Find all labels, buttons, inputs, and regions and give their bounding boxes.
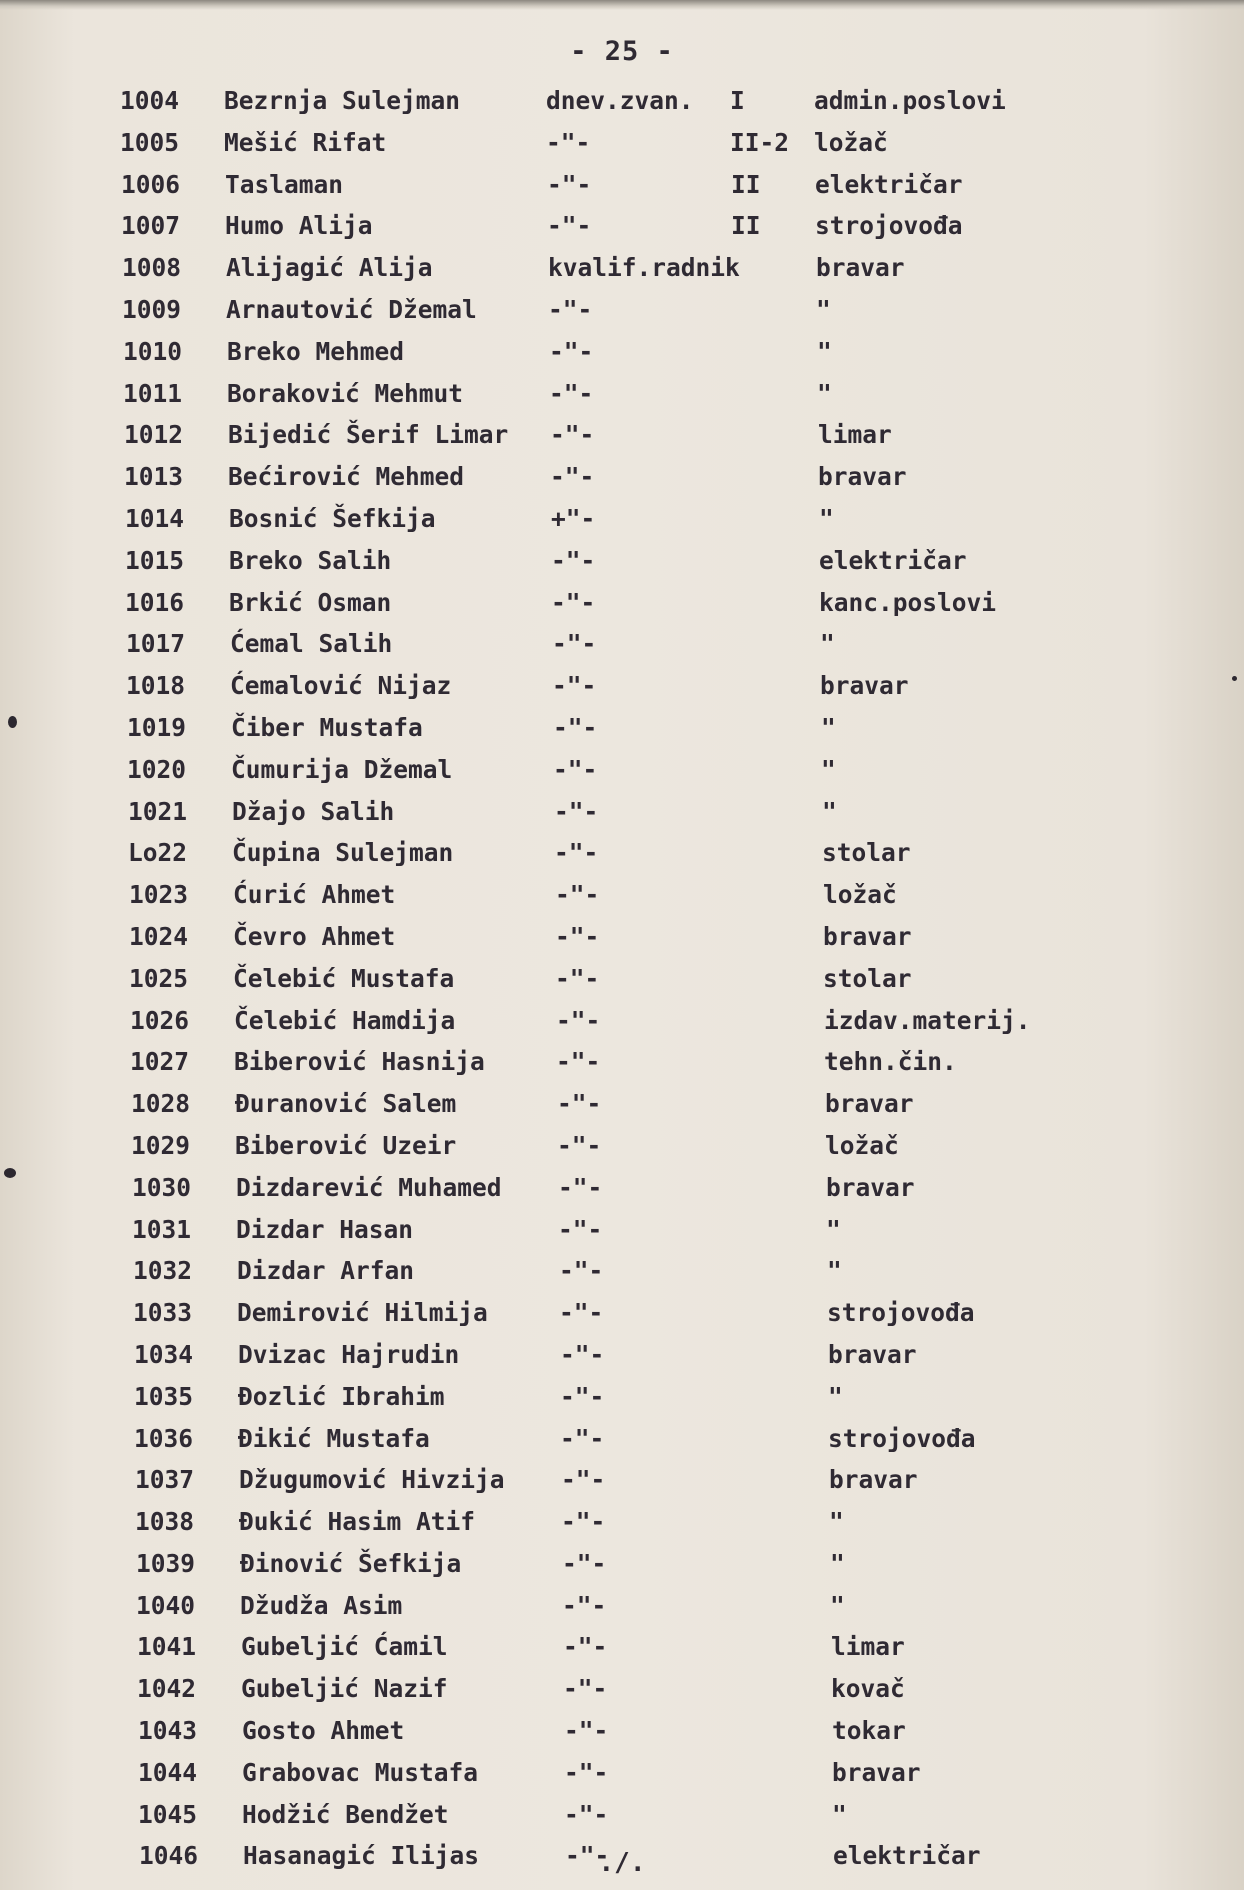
- entry-number: 1025: [129, 963, 189, 993]
- table-row: [0, 797, 1244, 839]
- table-row: [0, 420, 1244, 462]
- employee-name: Hasanagić Ilijas: [243, 1841, 480, 1871]
- job-title: ": [832, 1799, 847, 1829]
- qualification: -"-: [564, 1757, 609, 1787]
- qualification: -"-: [549, 336, 594, 366]
- table-row: [0, 1382, 1244, 1424]
- job-title: limar: [831, 1632, 905, 1662]
- table-row: [0, 671, 1244, 713]
- job-title: bravar: [825, 1089, 914, 1119]
- job-title: ": [817, 336, 832, 366]
- table-row: [0, 1507, 1244, 1549]
- job-title: ": [830, 1548, 845, 1578]
- entry-number: 1005: [120, 127, 180, 157]
- employee-name: Čupina Sulejman: [232, 838, 454, 868]
- entry-number: 1017: [126, 629, 186, 659]
- job-title: ložač: [814, 127, 888, 157]
- entry-number: 1027: [130, 1047, 190, 1077]
- job-title: ": [827, 1256, 842, 1286]
- job-title: stolar: [823, 963, 912, 993]
- table-row: [0, 1465, 1244, 1507]
- employee-name: Gubeljić Ćamil: [241, 1632, 448, 1662]
- employee-name: Bećirović Mehmed: [228, 462, 465, 492]
- grade: II: [731, 169, 761, 199]
- entry-number: 1042: [137, 1674, 197, 1704]
- entry-number: 1037: [135, 1465, 195, 1495]
- qualification: +"-: [551, 503, 596, 533]
- table-row: [0, 1800, 1244, 1842]
- job-title: kovač: [831, 1674, 905, 1704]
- qualification: -"-: [559, 1256, 604, 1286]
- table-row: [0, 128, 1244, 170]
- continuation-mark: ./.: [598, 1848, 646, 1878]
- table-row: [0, 1298, 1244, 1340]
- employee-name: Biberović Uzeir: [235, 1130, 457, 1160]
- entry-number: Lo22: [128, 838, 188, 868]
- job-title: ložač: [823, 880, 897, 910]
- employee-name: Đinović Šefkija: [240, 1548, 462, 1578]
- employee-name: Čelebić Hamdija: [234, 1005, 456, 1035]
- qualification: -"-: [564, 1799, 609, 1829]
- job-title: ": [826, 1214, 841, 1244]
- table-row: [0, 1215, 1244, 1257]
- table-row: [0, 253, 1244, 295]
- job-title: stolar: [822, 838, 911, 868]
- grade: II-2: [730, 127, 790, 157]
- job-title: ": [817, 378, 832, 408]
- qualification: -"-: [564, 1716, 609, 1746]
- employee-name: Gubeljić Nazif: [241, 1674, 448, 1704]
- employee-name: Džugumović Hivzija: [239, 1465, 505, 1495]
- table-row: [0, 1006, 1244, 1048]
- qualification: -"-: [561, 1507, 606, 1537]
- entry-number: 1010: [123, 336, 183, 366]
- entry-number: 1035: [134, 1381, 194, 1411]
- entry-number: 1033: [133, 1298, 193, 1328]
- table-row: [0, 170, 1244, 212]
- qualification: -"-: [548, 294, 593, 324]
- qualification: -"-: [556, 1005, 601, 1035]
- job-title: bravar: [832, 1757, 921, 1787]
- qualification: -"-: [550, 462, 595, 492]
- employee-name: Arnautović Džemal: [226, 294, 477, 324]
- employee-name: Džajo Salih: [232, 796, 395, 826]
- table-row: [0, 1591, 1244, 1633]
- qualification: kvalif.radnik: [548, 253, 740, 283]
- entry-number: 1013: [124, 462, 184, 492]
- employee-name: Brkić Osman: [229, 587, 392, 617]
- qualification: -"-: [562, 1548, 607, 1578]
- employee-name: Đuranović Salem: [235, 1089, 457, 1119]
- table-row: [0, 1632, 1244, 1674]
- grade: II: [731, 211, 761, 241]
- qualification: -"-: [552, 671, 597, 701]
- table-row: [0, 1256, 1244, 1298]
- margin-speck: [8, 716, 17, 728]
- qualification: -"-: [559, 1298, 604, 1328]
- employee-list: [0, 86, 1244, 1883]
- table-row: [0, 922, 1244, 964]
- table-row: [0, 1674, 1244, 1716]
- table-row: [0, 211, 1244, 253]
- entry-number: 1031: [132, 1214, 192, 1244]
- qualification: dnev.zvan.: [546, 86, 694, 115]
- grade: I: [730, 86, 745, 115]
- entry-number: 1038: [135, 1507, 195, 1537]
- employee-name: Dizdar Hasan: [236, 1214, 414, 1244]
- table-row: [0, 838, 1244, 880]
- table-row: [0, 880, 1244, 922]
- employee-name: Alijagić Alija: [226, 253, 433, 283]
- entry-number: 1014: [125, 503, 185, 533]
- table-row: [0, 1758, 1244, 1800]
- qualification: -"-: [560, 1381, 605, 1411]
- job-title: električar: [815, 169, 963, 199]
- table-row: [0, 588, 1244, 630]
- entry-number: 1046: [139, 1841, 199, 1871]
- table-row: [0, 964, 1244, 1006]
- employee-name: Dizdarević Muhamed: [236, 1172, 502, 1202]
- entry-number: 1026: [130, 1005, 190, 1035]
- job-title: bravar: [826, 1172, 915, 1202]
- job-title: ": [822, 796, 837, 826]
- job-title: tehn.čin.: [824, 1047, 957, 1077]
- entry-number: 1041: [137, 1632, 197, 1662]
- entry-number: 1023: [129, 880, 189, 910]
- qualification: -"-: [547, 211, 592, 241]
- table-row: [0, 1549, 1244, 1591]
- qualification: -"-: [560, 1339, 605, 1369]
- employee-name: Čiber Mustafa: [231, 712, 423, 742]
- qualification: -"-: [553, 712, 598, 742]
- qualification: -"-: [563, 1632, 608, 1662]
- qualification: -"-: [553, 754, 598, 784]
- table-row: [0, 337, 1244, 379]
- entry-number: 1044: [138, 1757, 198, 1787]
- qualification: -"-: [560, 1423, 605, 1453]
- table-row: [0, 504, 1244, 546]
- qualification: -"-: [556, 1047, 601, 1077]
- entry-number: 1020: [127, 754, 187, 784]
- employee-name: Ćemalović Nijaz: [230, 671, 452, 701]
- job-title: ": [829, 1507, 844, 1537]
- qualification: -"-: [563, 1674, 608, 1704]
- qualification: -"-: [561, 1465, 606, 1495]
- employee-name: Đikić Mustafa: [238, 1423, 430, 1453]
- job-title: bravar: [823, 921, 912, 951]
- table-row: [0, 1340, 1244, 1382]
- employee-name: Demirović Hilmija: [237, 1298, 488, 1328]
- table-row: [0, 1716, 1244, 1758]
- entry-number: 1004: [120, 86, 180, 115]
- qualification: -"-: [562, 1590, 607, 1620]
- entry-number: 1015: [125, 545, 185, 575]
- entry-number: 1019: [127, 712, 187, 742]
- employee-name: Breko Mehmed: [227, 336, 405, 366]
- job-title: bravar: [829, 1465, 918, 1495]
- table-row: [0, 629, 1244, 671]
- employee-name: Čelebić Mustafa: [233, 963, 455, 993]
- employee-name: Gosto Ahmet: [242, 1716, 405, 1746]
- job-title: strojovođa: [827, 1298, 975, 1328]
- qualification: -"-: [549, 378, 594, 408]
- qualification: -"-: [552, 629, 597, 659]
- job-title: admin.poslovi: [814, 86, 1006, 115]
- job-title: električar: [833, 1841, 981, 1871]
- employee-name: Grabovac Mustafa: [242, 1757, 479, 1787]
- entry-number: 1039: [136, 1548, 196, 1578]
- job-title: ": [820, 629, 835, 659]
- qualification: -"-: [554, 838, 599, 868]
- employee-name: Džudža Asim: [240, 1590, 403, 1620]
- page-number: - 25 -: [570, 36, 674, 67]
- job-title: izdav.materij.: [824, 1005, 1031, 1035]
- job-title: bravar: [816, 253, 905, 283]
- entry-number: 1021: [128, 796, 188, 826]
- job-title: tokar: [832, 1716, 906, 1746]
- employee-name: Taslaman: [225, 169, 344, 199]
- table-row: [0, 713, 1244, 755]
- qualification: -"-: [551, 587, 596, 617]
- employee-name: Mešić Rifat: [224, 127, 387, 157]
- employee-name: Čumurija Džemal: [231, 754, 453, 784]
- qualification: -"-: [558, 1172, 603, 1202]
- qualification: -"-: [555, 880, 600, 910]
- qualification: -"-: [547, 169, 592, 199]
- entry-number: 1032: [133, 1256, 193, 1286]
- job-title: bravar: [818, 462, 907, 492]
- qualification: -"-: [546, 127, 591, 157]
- entry-number: 1012: [124, 420, 184, 450]
- table-row: [0, 86, 1244, 128]
- employee-name: Hodžić Bendžet: [242, 1799, 449, 1829]
- employee-name: Bezrnja Sulejman: [224, 86, 461, 115]
- entry-number: 1007: [121, 211, 181, 241]
- employee-name: Đukić Hasim Atif: [239, 1507, 476, 1537]
- employee-name: Humo Alija: [225, 211, 373, 241]
- qualification: -"-: [555, 921, 600, 951]
- employee-name: Ćurić Ahmet: [233, 880, 396, 910]
- table-row: [0, 1173, 1244, 1215]
- entry-number: 1034: [134, 1339, 194, 1369]
- job-title: limar: [818, 420, 892, 450]
- qualification: -"-: [557, 1130, 602, 1160]
- qualification: -"-: [557, 1089, 602, 1119]
- table-row: [0, 462, 1244, 504]
- job-title: strojovođa: [828, 1423, 976, 1453]
- job-title: ": [816, 294, 831, 324]
- margin-speck: [4, 1168, 16, 1178]
- job-title: ": [828, 1381, 843, 1411]
- table-row: [0, 1047, 1244, 1089]
- employee-name: Dizdar Arfan: [237, 1256, 415, 1286]
- table-row: [0, 1089, 1244, 1131]
- entry-number: 1030: [132, 1172, 192, 1202]
- qualification: -"-: [550, 420, 595, 450]
- job-title: kanc.poslovi: [819, 587, 997, 617]
- job-title: strojovođa: [815, 211, 963, 241]
- entry-number: 1006: [121, 169, 181, 199]
- entry-number: 1018: [126, 671, 186, 701]
- employee-name: Ćemal Salih: [230, 629, 393, 659]
- employee-name: Boraković Mehmut: [227, 378, 464, 408]
- employee-name: Čevro Ahmet: [233, 921, 396, 951]
- employee-name: Biberović Hasnija: [234, 1047, 485, 1077]
- qualification: -"-: [558, 1214, 603, 1244]
- employee-name: Đozlić Ibrahim: [238, 1381, 445, 1411]
- entry-number: 1011: [123, 378, 183, 408]
- table-row: [0, 755, 1244, 797]
- qualification: -"-: [551, 545, 596, 575]
- entry-number: 1028: [131, 1089, 191, 1119]
- qualification: -"-: [565, 1841, 610, 1871]
- job-title: ": [819, 503, 834, 533]
- entry-number: 1029: [131, 1130, 191, 1160]
- entry-number: 1040: [136, 1590, 196, 1620]
- job-title: električar: [819, 545, 967, 575]
- table-row: [0, 379, 1244, 421]
- job-title: ložač: [825, 1130, 899, 1160]
- entry-number: 1008: [122, 253, 182, 283]
- table-row: [0, 1424, 1244, 1466]
- entry-number: 1016: [125, 587, 185, 617]
- page-top-edge: [0, 0, 1244, 10]
- employee-name: Bijedić Šerif Limar: [228, 420, 509, 450]
- employee-name: Breko Salih: [229, 545, 392, 575]
- qualification: -"-: [554, 796, 599, 826]
- job-title: ": [821, 712, 836, 742]
- table-row: [0, 546, 1244, 588]
- entry-number: 1045: [138, 1799, 198, 1829]
- entry-number: 1036: [134, 1423, 194, 1453]
- entry-number: 1024: [129, 921, 189, 951]
- employee-name: Bosnić Šefkija: [229, 503, 436, 533]
- job-title: ": [830, 1590, 845, 1620]
- qualification: -"-: [555, 963, 600, 993]
- table-row: [0, 1131, 1244, 1173]
- table-row: [0, 295, 1244, 337]
- entry-number: 1043: [138, 1716, 198, 1746]
- job-title: bravar: [828, 1339, 917, 1369]
- entry-number: 1009: [122, 294, 182, 324]
- job-title: ": [821, 754, 836, 784]
- job-title: bravar: [820, 671, 909, 701]
- employee-name: Dvizac Hajrudin: [238, 1339, 460, 1369]
- margin-speck: [1232, 676, 1237, 681]
